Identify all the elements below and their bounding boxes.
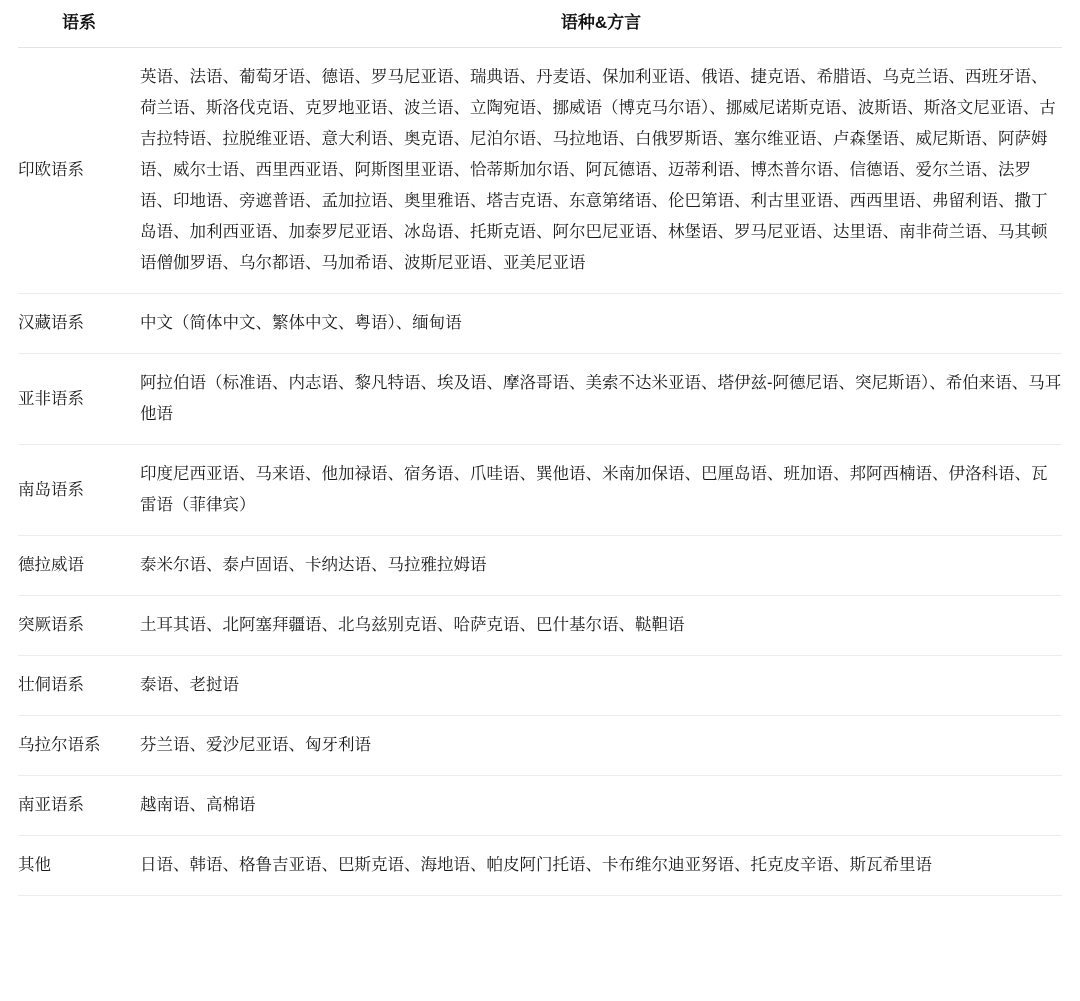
cell-languages: 日语、韩语、格鲁吉亚语、巴斯克语、海地语、帕皮阿门托语、卡布维尔迪亚努语、托克皮辛语、斯瓦希里语 [140,836,1062,896]
cell-language-family: 突厥语系 [18,596,140,656]
table-row [18,354,1062,445]
table-row [18,596,1062,656]
table-row [18,48,1062,294]
cell-language-family: 印欧语系 [18,48,140,294]
cell-languages: 中文（简体中文、繁体中文、粤语）、缅甸语 [140,294,1062,354]
cell-language-family: 其他 [18,836,140,896]
table-row [18,836,1062,896]
table-header-row [18,0,1062,48]
cell-language-family: 南亚语系 [18,776,140,836]
language-family-table [18,0,1062,896]
cell-language-family: 壮侗语系 [18,656,140,716]
cell-languages: 阿拉伯语（标准语、内志语、黎凡特语、埃及语、摩洛哥语、美索不达米亚语、塔伊兹-阿德尼语、突尼斯语）、希伯来语、马耳他语 [140,354,1062,445]
column-header-languages: 语种&方言 [140,0,1062,48]
cell-languages: 芬兰语、爱沙尼亚语、匈牙利语 [140,716,1062,776]
cell-languages: 英语、法语、葡萄牙语、德语、罗马尼亚语、瑞典语、丹麦语、保加利亚语、俄语、捷克语、希腊语、乌克兰语、西班牙语、荷兰语、斯洛伐克语、克罗地亚语、波兰语、立陶宛语、挪威语（博克马尔语）、挪威尼诺斯克语、波斯语、斯洛文尼亚语、古吉拉特语、拉脱维亚语、意大利语、奥克语、尼泊尔语、马拉地语、白俄罗斯语、塞尔维亚语、卢森堡语、威尼斯语、阿萨姆语、威尔士语、西里西亚语、阿斯图里亚语、恰蒂斯加尔语、阿瓦德语、迈蒂利语、博杰普尔语、信德语、爱尔兰语、法罗语、印地语、旁遮普语、孟加拉语、奥里雅语、塔吉克语、东意第绪语、伦巴第语、利古里亚语、西西里语、弗留利语、撒丁岛语、加利西亚语、加泰罗尼亚语、冰岛语、托斯克语、阿尔巴尼亚语、林堡语、罗马尼亚语、达里语、南非荷兰语、马其顿语僧伽罗语、乌尔都语、马加希语、波斯尼亚语、亚美尼亚语 [140,48,1062,294]
cell-languages: 土耳其语、北阿塞拜疆语、北乌兹别克语、哈萨克语、巴什基尔语、鞑靼语 [140,596,1062,656]
table-header [18,0,1062,48]
table-row [18,716,1062,776]
table-body [18,48,1062,896]
table-row [18,536,1062,596]
cell-language-family: 南岛语系 [18,445,140,536]
cell-language-family: 乌拉尔语系 [18,716,140,776]
column-header-family: 语系 [18,0,140,48]
cell-languages: 印度尼西亚语、马来语、他加禄语、宿务语、爪哇语、巽他语、米南加保语、巴厘岛语、班加语、邦阿西楠语、伊洛科语、瓦雷语（菲律宾） [140,445,1062,536]
table-row [18,776,1062,836]
cell-languages: 泰米尔语、泰卢固语、卡纳达语、马拉雅拉姆语 [140,536,1062,596]
cell-language-family: 德拉威语 [18,536,140,596]
cell-language-family: 亚非语系 [18,354,140,445]
cell-languages: 泰语、老挝语 [140,656,1062,716]
table-row [18,656,1062,716]
table-row [18,294,1062,354]
cell-language-family: 汉藏语系 [18,294,140,354]
cell-languages: 越南语、高棉语 [140,776,1062,836]
table-row [18,445,1062,536]
